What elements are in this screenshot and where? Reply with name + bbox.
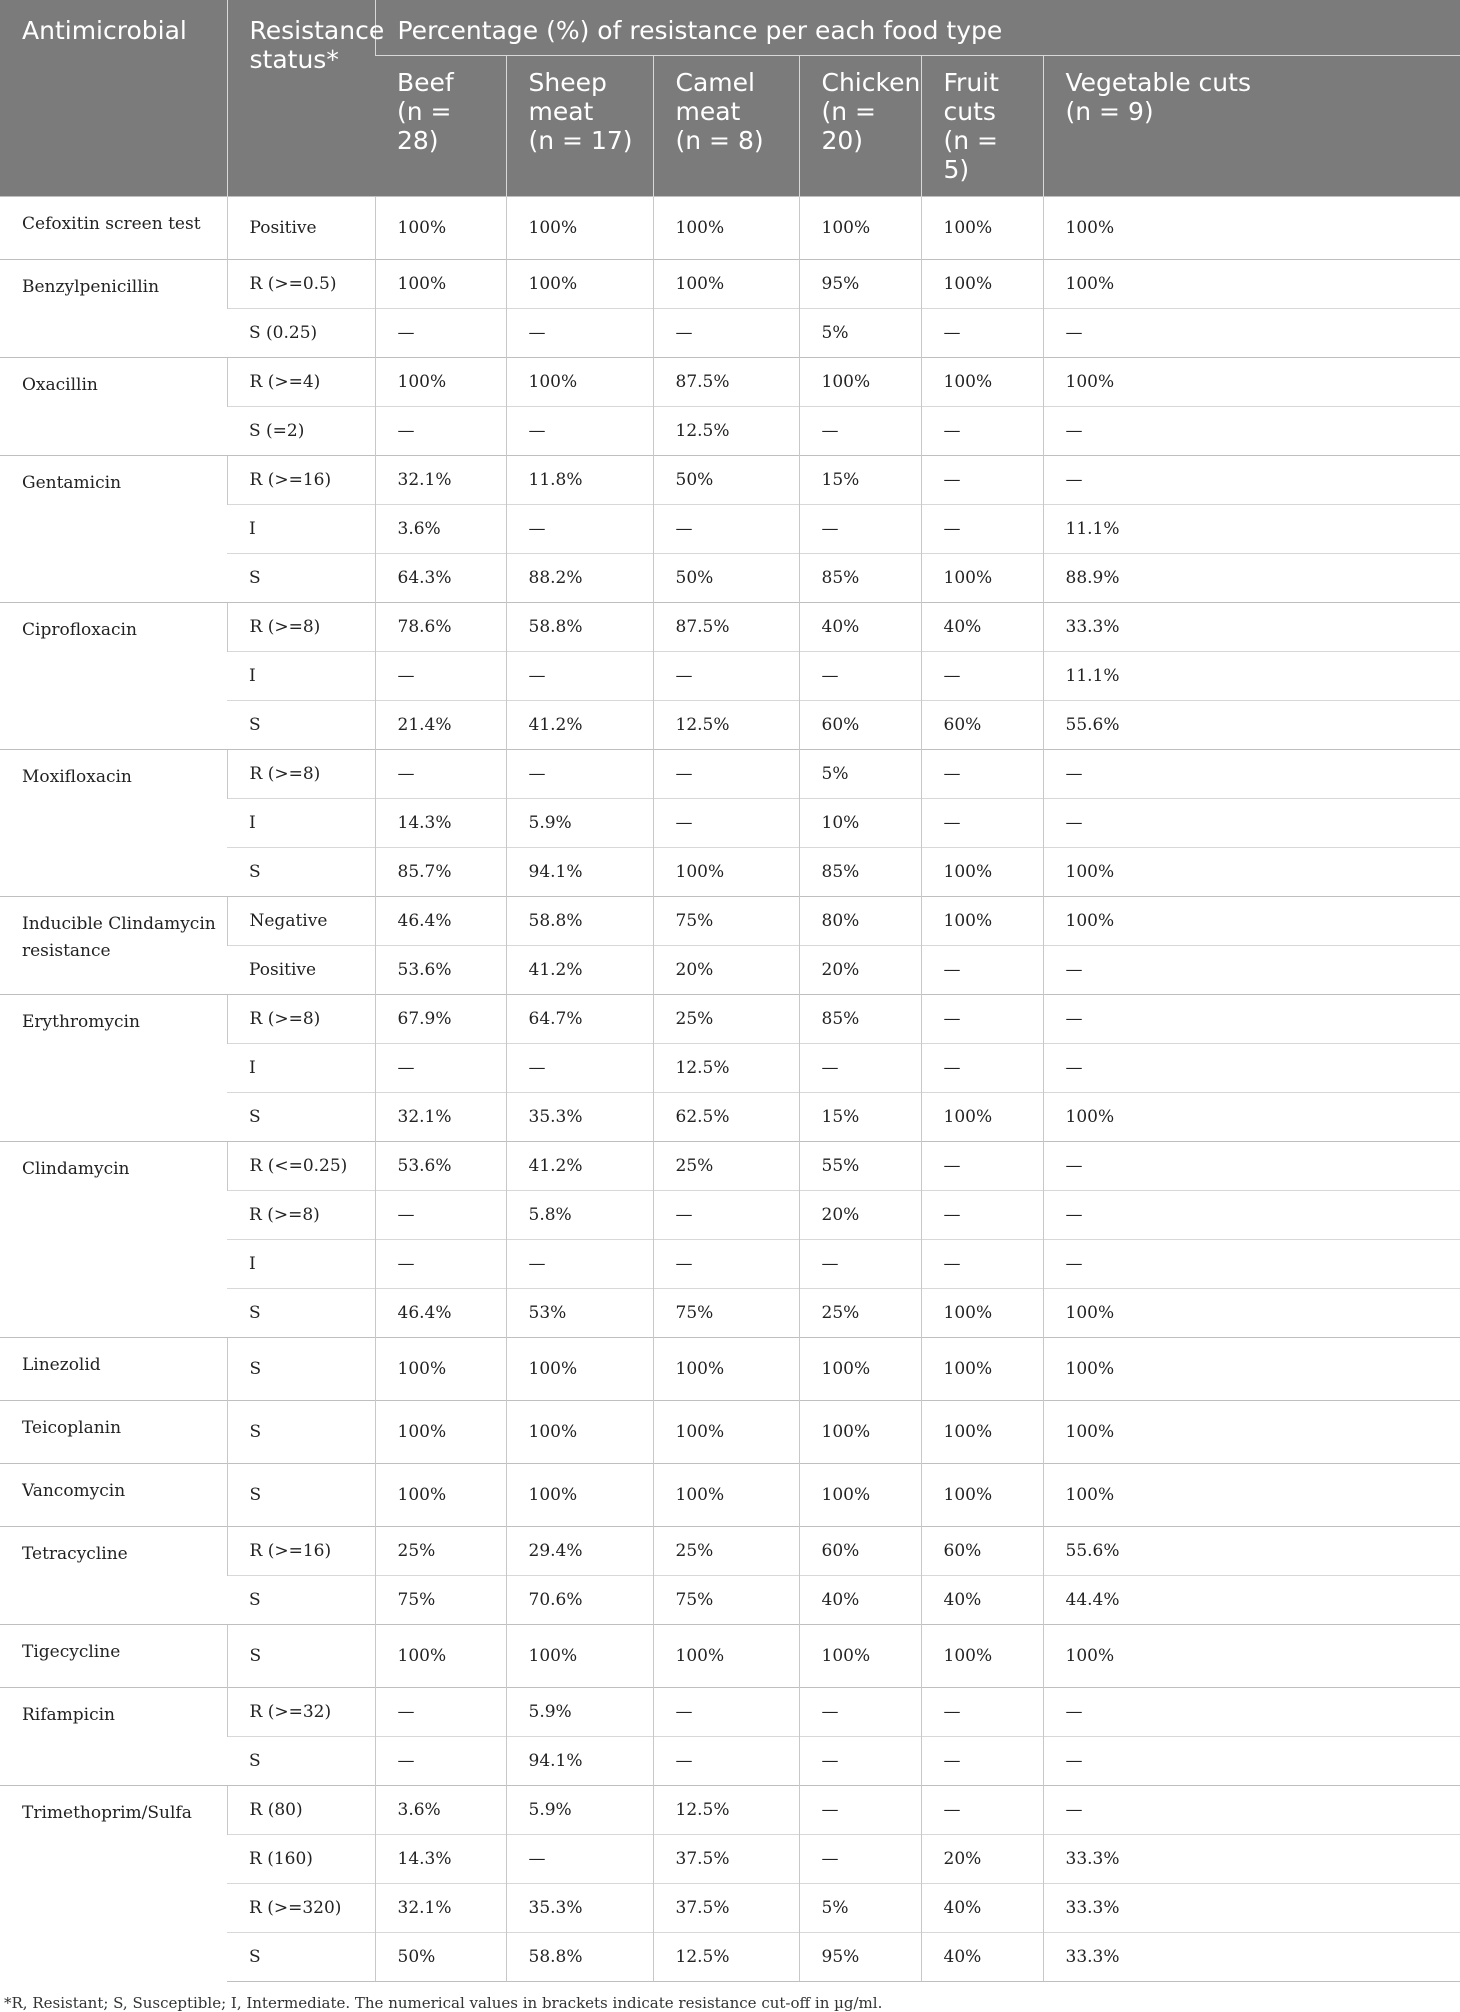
percentage-cell: —: [921, 505, 1043, 554]
percentage-cell: —: [375, 407, 506, 456]
percentage-cell: —: [1043, 946, 1460, 995]
percentage-cell: 75%: [375, 1576, 506, 1625]
percentage-cell: 78.6%: [375, 603, 506, 652]
percentage-cell: 35.3%: [506, 1884, 653, 1933]
resistance-status-cell: R (>=0.5): [227, 260, 375, 309]
table-row: [0, 1527, 1460, 1576]
percentage-cell: 100%: [799, 1625, 921, 1688]
percentage-cell: 64.3%: [375, 554, 506, 603]
percentage-cell: —: [921, 946, 1043, 995]
percentage-cell: 64.7%: [506, 995, 653, 1044]
percentage-cell: 87.5%: [653, 603, 799, 652]
table-row: [0, 897, 1460, 946]
resistance-status-cell: S (=2): [227, 407, 375, 456]
percentage-cell: 15%: [799, 1093, 921, 1142]
percentage-cell: —: [1043, 456, 1460, 505]
antimicrobial-name: Erythromycin: [0, 995, 227, 1142]
antimicrobial-name: Tigecycline: [0, 1625, 227, 1688]
percentage-cell: 32.1%: [375, 456, 506, 505]
percentage-cell: 95%: [799, 260, 921, 309]
resistance-status-cell: Positive: [227, 946, 375, 995]
percentage-cell: —: [653, 309, 799, 358]
percentage-cell: 100%: [921, 897, 1043, 946]
percentage-cell: 32.1%: [375, 1884, 506, 1933]
percentage-cell: 95%: [799, 1933, 921, 1982]
antimicrobial-name: Trimethoprim/Sulfa: [0, 1786, 227, 1982]
percentage-cell: 100%: [1043, 1401, 1460, 1464]
resistance-status-cell: R (>=16): [227, 1527, 375, 1576]
percentage-cell: 100%: [1043, 848, 1460, 897]
percentage-cell: 100%: [506, 1625, 653, 1688]
percentage-cell: 100%: [653, 1401, 799, 1464]
percentage-cell: 5%: [799, 309, 921, 358]
percentage-cell: 94.1%: [506, 848, 653, 897]
antimicrobial-name: Rifampicin: [0, 1688, 227, 1786]
percentage-cell: —: [1043, 1688, 1460, 1737]
percentage-cell: 100%: [1043, 1625, 1460, 1688]
percentage-cell: —: [653, 1737, 799, 1786]
antimicrobial-name: Moxifloxacin: [0, 750, 227, 897]
resistance-status-cell: Positive: [227, 197, 375, 260]
percentage-cell: —: [506, 1044, 653, 1093]
percentage-cell: 5.9%: [506, 799, 653, 848]
percentage-cell: —: [921, 1044, 1043, 1093]
percentage-cell: 25%: [653, 1142, 799, 1191]
percentage-cell: 60%: [799, 701, 921, 750]
percentage-cell: 12.5%: [653, 1786, 799, 1835]
percentage-cell: —: [799, 1737, 921, 1786]
percentage-cell: —: [653, 505, 799, 554]
percentage-cell: 3.6%: [375, 505, 506, 554]
percentage-cell: —: [921, 1786, 1043, 1835]
percentage-cell: 75%: [653, 897, 799, 946]
percentage-cell: 15%: [799, 456, 921, 505]
percentage-cell: —: [506, 505, 653, 554]
percentage-cell: 100%: [375, 1338, 506, 1401]
percentage-cell: 40%: [921, 1884, 1043, 1933]
percentage-cell: —: [1043, 1786, 1460, 1835]
percentage-cell: 40%: [799, 603, 921, 652]
table-row: [0, 995, 1460, 1044]
resistance-status-cell: S: [227, 1737, 375, 1786]
percentage-cell: —: [921, 750, 1043, 799]
antimicrobial-name: Vancomycin: [0, 1464, 227, 1527]
percentage-cell: 100%: [799, 1338, 921, 1401]
percentage-cell: 100%: [1043, 1338, 1460, 1401]
table-row: [0, 1688, 1460, 1737]
percentage-cell: 100%: [506, 1401, 653, 1464]
percentage-cell: 100%: [921, 197, 1043, 260]
header-fruit-cuts: Fruit cuts (n = 5): [921, 56, 1043, 197]
resistance-status-cell: Negative: [227, 897, 375, 946]
percentage-cell: 10%: [799, 799, 921, 848]
percentage-cell: 5%: [799, 1884, 921, 1933]
resistance-status-cell: S: [227, 1625, 375, 1688]
percentage-cell: 60%: [921, 1527, 1043, 1576]
percentage-cell: —: [921, 1688, 1043, 1737]
resistance-status-cell: S: [227, 554, 375, 603]
percentage-cell: 32.1%: [375, 1093, 506, 1142]
percentage-cell: 33.3%: [1043, 1884, 1460, 1933]
percentage-cell: 87.5%: [653, 358, 799, 407]
percentage-cell: —: [375, 750, 506, 799]
percentage-cell: 37.5%: [653, 1884, 799, 1933]
percentage-cell: 100%: [921, 1093, 1043, 1142]
header-sheep-meat: Sheep meat (n = 17): [506, 56, 653, 197]
percentage-cell: 41.2%: [506, 701, 653, 750]
percentage-cell: 41.2%: [506, 1142, 653, 1191]
resistance-status-cell: I: [227, 1240, 375, 1289]
antimicrobial-name: Teicoplanin: [0, 1401, 227, 1464]
percentage-cell: 14.3%: [375, 1835, 506, 1884]
percentage-cell: 100%: [1043, 1289, 1460, 1338]
percentage-cell: 100%: [653, 197, 799, 260]
resistance-status-cell: S: [227, 1933, 375, 1982]
header-antimicrobial: Antimicrobial: [0, 0, 227, 197]
percentage-cell: —: [921, 456, 1043, 505]
resistance-status-cell: R (>=8): [227, 603, 375, 652]
table-row: [0, 1401, 1460, 1464]
percentage-cell: —: [799, 505, 921, 554]
percentage-cell: —: [506, 1835, 653, 1884]
percentage-cell: —: [1043, 799, 1460, 848]
resistance-status-cell: I: [227, 505, 375, 554]
percentage-cell: —: [1043, 407, 1460, 456]
percentage-cell: 46.4%: [375, 897, 506, 946]
percentage-cell: 53.6%: [375, 946, 506, 995]
resistance-status-cell: R (>=8): [227, 995, 375, 1044]
resistance-status-cell: R (>=32): [227, 1688, 375, 1737]
percentage-cell: —: [1043, 750, 1460, 799]
percentage-cell: 14.3%: [375, 799, 506, 848]
table-row: [0, 1338, 1460, 1401]
percentage-cell: —: [1043, 1737, 1460, 1786]
resistance-status-cell: S: [227, 1093, 375, 1142]
percentage-cell: —: [921, 799, 1043, 848]
table-row: [0, 1625, 1460, 1688]
percentage-cell: 100%: [375, 358, 506, 407]
percentage-cell: 46.4%: [375, 1289, 506, 1338]
percentage-cell: 12.5%: [653, 1933, 799, 1982]
percentage-cell: —: [1043, 1240, 1460, 1289]
percentage-cell: —: [921, 1191, 1043, 1240]
percentage-cell: 5.9%: [506, 1688, 653, 1737]
percentage-cell: 67.9%: [375, 995, 506, 1044]
percentage-cell: 100%: [1043, 260, 1460, 309]
percentage-cell: 100%: [375, 260, 506, 309]
percentage-cell: 3.6%: [375, 1786, 506, 1835]
percentage-cell: 85%: [799, 995, 921, 1044]
percentage-cell: 100%: [1043, 1464, 1460, 1527]
percentage-cell: 88.2%: [506, 554, 653, 603]
percentage-cell: 58.8%: [506, 603, 653, 652]
percentage-cell: 55.6%: [1043, 1527, 1460, 1576]
percentage-cell: 25%: [653, 995, 799, 1044]
percentage-cell: —: [375, 652, 506, 701]
percentage-cell: —: [375, 1191, 506, 1240]
percentage-cell: 40%: [921, 603, 1043, 652]
resistance-status-cell: R (>=4): [227, 358, 375, 407]
percentage-cell: 40%: [921, 1576, 1043, 1625]
percentage-cell: 33.3%: [1043, 603, 1460, 652]
percentage-cell: —: [921, 652, 1043, 701]
percentage-cell: —: [921, 309, 1043, 358]
percentage-cell: —: [375, 1737, 506, 1786]
percentage-cell: —: [506, 750, 653, 799]
table-row: [0, 750, 1460, 799]
percentage-cell: 100%: [653, 1625, 799, 1688]
percentage-cell: 100%: [375, 197, 506, 260]
percentage-cell: —: [375, 1688, 506, 1737]
percentage-cell: 100%: [506, 260, 653, 309]
resistance-status-cell: R (80): [227, 1786, 375, 1835]
percentage-cell: 100%: [921, 848, 1043, 897]
percentage-cell: 37.5%: [653, 1835, 799, 1884]
percentage-cell: —: [799, 1240, 921, 1289]
header-chicken: Chicken (n = 20): [799, 56, 921, 197]
header-vegetable-cuts: Vegetable cuts (n = 9): [1043, 56, 1460, 197]
percentage-cell: 62.5%: [653, 1093, 799, 1142]
percentage-cell: 100%: [1043, 358, 1460, 407]
percentage-cell: —: [375, 309, 506, 358]
percentage-cell: —: [653, 1191, 799, 1240]
resistance-status-cell: R (<=0.25): [227, 1142, 375, 1191]
percentage-cell: 100%: [375, 1401, 506, 1464]
table-row: [0, 1786, 1460, 1835]
percentage-cell: 100%: [506, 358, 653, 407]
antimicrobial-name: Benzylpenicillin: [0, 260, 227, 358]
percentage-cell: 100%: [1043, 897, 1460, 946]
percentage-cell: —: [799, 1835, 921, 1884]
percentage-cell: —: [506, 309, 653, 358]
percentage-cell: 60%: [799, 1527, 921, 1576]
percentage-cell: 100%: [921, 1401, 1043, 1464]
resistance-status-cell: R (>=320): [227, 1884, 375, 1933]
percentage-cell: 55%: [799, 1142, 921, 1191]
percentage-cell: 100%: [921, 1289, 1043, 1338]
percentage-cell: 100%: [921, 1464, 1043, 1527]
percentage-cell: 100%: [506, 1338, 653, 1401]
percentage-cell: —: [1043, 1142, 1460, 1191]
percentage-cell: 5%: [799, 750, 921, 799]
percentage-cell: —: [653, 652, 799, 701]
percentage-cell: 5.9%: [506, 1786, 653, 1835]
percentage-cell: 21.4%: [375, 701, 506, 750]
percentage-cell: —: [799, 1786, 921, 1835]
percentage-cell: —: [506, 407, 653, 456]
percentage-cell: —: [921, 1737, 1043, 1786]
percentage-cell: —: [921, 1240, 1043, 1289]
percentage-cell: 33.3%: [1043, 1933, 1460, 1982]
antimicrobial-name: Linezolid: [0, 1338, 227, 1401]
percentage-cell: 100%: [799, 1464, 921, 1527]
percentage-cell: 100%: [921, 1625, 1043, 1688]
resistance-status-cell: S: [227, 1401, 375, 1464]
antimicrobial-name: Cefoxitin screen test: [0, 197, 227, 260]
percentage-cell: 100%: [921, 554, 1043, 603]
percentage-cell: 100%: [799, 197, 921, 260]
percentage-cell: 12.5%: [653, 1044, 799, 1093]
resistance-status-cell: S: [227, 1289, 375, 1338]
percentage-cell: 41.2%: [506, 946, 653, 995]
percentage-cell: 25%: [799, 1289, 921, 1338]
percentage-cell: 100%: [653, 1338, 799, 1401]
percentage-cell: 12.5%: [653, 701, 799, 750]
percentage-cell: —: [799, 1688, 921, 1737]
percentage-cell: 85%: [799, 554, 921, 603]
resistance-status-cell: I: [227, 799, 375, 848]
footnote: *R, Resistant; S, Susceptible; I, Intermediate. The numerical values in brackets indicate resistance cut-off in µg/ml.: [4, 1994, 883, 2012]
resistance-status-cell: R (>=8): [227, 1191, 375, 1240]
percentage-cell: —: [1043, 1044, 1460, 1093]
percentage-cell: —: [921, 407, 1043, 456]
percentage-cell: 20%: [799, 946, 921, 995]
resistance-status-cell: I: [227, 652, 375, 701]
percentage-cell: 100%: [653, 848, 799, 897]
percentage-cell: 60%: [921, 701, 1043, 750]
percentage-cell: —: [375, 1240, 506, 1289]
percentage-cell: 100%: [653, 1464, 799, 1527]
percentage-cell: 35.3%: [506, 1093, 653, 1142]
percentage-cell: 100%: [921, 260, 1043, 309]
percentage-cell: —: [799, 1044, 921, 1093]
percentage-cell: 94.1%: [506, 1737, 653, 1786]
percentage-cell: 58.8%: [506, 897, 653, 946]
percentage-cell: 85%: [799, 848, 921, 897]
resistance-status-cell: S: [227, 1464, 375, 1527]
table-row: [0, 456, 1460, 505]
percentage-cell: —: [1043, 995, 1460, 1044]
percentage-cell: 100%: [799, 1401, 921, 1464]
percentage-cell: —: [375, 1044, 506, 1093]
resistance-status-cell: S: [227, 848, 375, 897]
percentage-cell: 11.8%: [506, 456, 653, 505]
percentage-cell: 100%: [375, 1464, 506, 1527]
percentage-cell: —: [921, 995, 1043, 1044]
percentage-cell: —: [799, 407, 921, 456]
percentage-cell: —: [506, 1240, 653, 1289]
percentage-cell: 100%: [799, 358, 921, 407]
percentage-cell: 55.6%: [1043, 701, 1460, 750]
percentage-cell: —: [653, 799, 799, 848]
percentage-cell: 5.8%: [506, 1191, 653, 1240]
percentage-cell: —: [653, 1688, 799, 1737]
antimicrobial-name: Tetracycline: [0, 1527, 227, 1625]
percentage-cell: 75%: [653, 1289, 799, 1338]
table-row: [0, 260, 1460, 309]
header-resistance-status: Resistance status*: [227, 0, 375, 197]
percentage-cell: 58.8%: [506, 1933, 653, 1982]
percentage-cell: 53.6%: [375, 1142, 506, 1191]
percentage-cell: 100%: [653, 260, 799, 309]
percentage-cell: 100%: [506, 1464, 653, 1527]
percentage-cell: 75%: [653, 1576, 799, 1625]
table-row: [0, 603, 1460, 652]
antimicrobial-name: Gentamicin: [0, 456, 227, 603]
percentage-cell: 20%: [921, 1835, 1043, 1884]
percentage-cell: 100%: [1043, 197, 1460, 260]
antimicrobial-name: Ciprofloxacin: [0, 603, 227, 750]
percentage-cell: 11.1%: [1043, 652, 1460, 701]
percentage-cell: 100%: [921, 358, 1043, 407]
percentage-cell: 100%: [375, 1625, 506, 1688]
table-row: [0, 197, 1460, 260]
resistance-status-cell: S: [227, 701, 375, 750]
percentage-cell: —: [506, 652, 653, 701]
percentage-cell: 44.4%: [1043, 1576, 1460, 1625]
resistance-status-cell: R (>=16): [227, 456, 375, 505]
percentage-cell: 70.6%: [506, 1576, 653, 1625]
resistance-status-cell: I: [227, 1044, 375, 1093]
resistance-status-cell: S (0.25): [227, 309, 375, 358]
table-row: [0, 1464, 1460, 1527]
antimicrobial-name: Oxacillin: [0, 358, 227, 456]
percentage-cell: 100%: [506, 197, 653, 260]
percentage-cell: 100%: [1043, 1093, 1460, 1142]
percentage-cell: 33.3%: [1043, 1835, 1460, 1884]
table-body: [0, 197, 1460, 1982]
table-row: [0, 1142, 1460, 1191]
percentage-cell: 40%: [921, 1933, 1043, 1982]
percentage-cell: 100%: [921, 1338, 1043, 1401]
resistance-status-cell: R (160): [227, 1835, 375, 1884]
percentage-cell: 25%: [653, 1527, 799, 1576]
table-header: [0, 0, 1460, 197]
percentage-cell: 12.5%: [653, 407, 799, 456]
percentage-cell: 25%: [375, 1527, 506, 1576]
table-row: [0, 358, 1460, 407]
header-beef: Beef (n = 28): [375, 56, 506, 197]
resistance-status-cell: R (>=8): [227, 750, 375, 799]
percentage-cell: —: [653, 1240, 799, 1289]
percentage-cell: 50%: [375, 1933, 506, 1982]
resistance-status-cell: S: [227, 1338, 375, 1401]
percentage-cell: 11.1%: [1043, 505, 1460, 554]
resistance-status-cell: S: [227, 1576, 375, 1625]
percentage-cell: —: [653, 750, 799, 799]
percentage-cell: 29.4%: [506, 1527, 653, 1576]
percentage-cell: —: [1043, 1191, 1460, 1240]
percentage-cell: 80%: [799, 897, 921, 946]
antimicrobial-name: Inducible Clindamycin resistance: [0, 897, 227, 995]
percentage-cell: —: [1043, 309, 1460, 358]
percentage-cell: 50%: [653, 456, 799, 505]
percentage-cell: 40%: [799, 1576, 921, 1625]
percentage-cell: 20%: [653, 946, 799, 995]
percentage-cell: —: [799, 652, 921, 701]
percentage-cell: 88.9%: [1043, 554, 1460, 603]
percentage-cell: 20%: [799, 1191, 921, 1240]
header-camel-meat: Camel meat (n = 8): [653, 56, 799, 197]
antimicrobial-name: Clindamycin: [0, 1142, 227, 1338]
percentage-cell: 85.7%: [375, 848, 506, 897]
percentage-cell: 50%: [653, 554, 799, 603]
percentage-cell: 53%: [506, 1289, 653, 1338]
percentage-cell: —: [921, 1142, 1043, 1191]
header-group-percentage: Percentage (%) of resistance per each food type: [375, 0, 1460, 56]
